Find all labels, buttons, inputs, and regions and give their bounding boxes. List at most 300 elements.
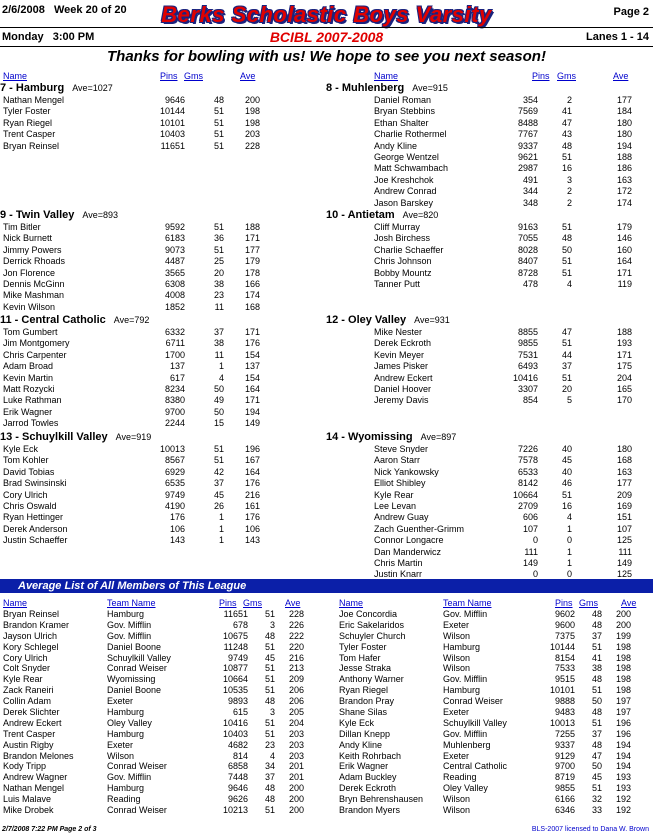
player-name: Nick Burnett [3, 233, 53, 244]
team-name: 14 - Wyomissing [326, 431, 413, 443]
player-name: Zach Guenther-Grimm [374, 523, 465, 534]
avg-col-header-ave-left: Ave [285, 598, 301, 608]
team-block [326, 81, 646, 209]
member-pins: 6858 [227, 761, 248, 772]
player-row [0, 512, 320, 523]
player-pins: 8488 [517, 117, 538, 128]
player-name: Jim Montgomery [3, 338, 70, 349]
average-row [336, 663, 653, 674]
player-average: 163 [616, 174, 632, 185]
team-title [326, 208, 646, 222]
player-name: Kevin Meyer [374, 349, 425, 360]
player-games: 47 [561, 117, 572, 128]
member-games: 23 [264, 739, 275, 750]
member-pins: 8719 [554, 772, 575, 783]
player-average: 143 [244, 535, 260, 546]
player-row [0, 327, 320, 338]
player-average: 228 [244, 140, 260, 151]
player-pins: 2987 [517, 163, 538, 174]
player-games: 37 [561, 361, 572, 372]
member-name: Brandon Kramer [3, 619, 70, 630]
member-team: Reading [107, 794, 141, 805]
member-name: Kody Tripp [3, 761, 47, 772]
member-team: Gov. Mifflin [443, 728, 488, 739]
member-average: 198 [615, 674, 631, 685]
team-title [326, 430, 646, 444]
member-pins: 10664 [222, 674, 248, 685]
member-average: 201 [288, 761, 304, 772]
member-pins: 9600 [554, 619, 575, 630]
player-name: Charlie Schaeffer [374, 244, 444, 255]
team-block [0, 208, 320, 313]
member-team: Gov. Mifflin [107, 630, 152, 641]
player-pins: 6493 [517, 361, 538, 372]
player-row [0, 524, 320, 535]
average-row [0, 707, 326, 718]
player-name: Tim Bitler [3, 222, 41, 232]
member-games: 48 [264, 696, 275, 707]
player-games: 2 [566, 197, 572, 208]
player-average: 177 [244, 244, 260, 255]
member-games: 51 [264, 641, 275, 652]
player-name: Andrew Conrad [374, 186, 437, 197]
player-pins: 9073 [164, 244, 185, 255]
member-name: Bryan Reinsel [3, 609, 60, 619]
member-team: Conrad Weiser [107, 663, 167, 674]
player-pins: 111 [524, 546, 538, 557]
average-row [336, 729, 653, 740]
player-name: Jimmy Powers [3, 244, 62, 255]
member-name: Derek Eckroth [339, 783, 397, 794]
subheader-divider [0, 46, 653, 47]
player-row [326, 175, 646, 186]
member-games: 3 [269, 707, 275, 718]
member-games: 47 [591, 750, 602, 761]
member-team: Reading [443, 772, 477, 783]
player-games: 42 [213, 466, 224, 477]
player-games: 3 [566, 174, 572, 185]
average-row [336, 772, 653, 783]
footer-license: BLS-2007 licensed to Dana W. Brown [531, 826, 649, 833]
average-row [336, 751, 653, 762]
player-name: Chris Oswald [3, 500, 57, 511]
player-average: 149 [616, 557, 632, 568]
player-games: 51 [561, 222, 572, 232]
member-games: 37 [591, 728, 602, 739]
member-name: Brandon Pray [339, 696, 395, 707]
player-games: 1 [566, 523, 572, 534]
player-pins: 6183 [164, 233, 185, 244]
player-row [326, 268, 646, 279]
player-row [326, 512, 646, 523]
member-team: Daniel Boone [107, 641, 162, 652]
player-games: 51 [561, 267, 572, 278]
member-team: Wilson [443, 652, 471, 663]
player-name: Jon Florence [3, 267, 56, 278]
player-name: Matt Schwambach [374, 163, 449, 174]
average-row [0, 674, 326, 685]
player-games: 15 [213, 418, 224, 429]
col-header-ave-right: Ave [613, 71, 629, 81]
player-row [326, 118, 646, 129]
player-row [0, 233, 320, 244]
player-games: 1 [566, 546, 572, 557]
member-games: 41 [591, 652, 602, 663]
player-pins: 2709 [517, 500, 538, 511]
player-row [326, 501, 646, 512]
member-games: 51 [264, 717, 275, 728]
player-pins: 10403 [159, 129, 185, 140]
team-title [0, 208, 320, 222]
player-average: 171 [244, 233, 260, 244]
member-average: 198 [615, 685, 631, 696]
player-row [326, 444, 646, 455]
member-games: 50 [591, 696, 602, 707]
player-average: 171 [244, 327, 260, 337]
player-row [326, 558, 646, 569]
team-average: Ave=915 [412, 83, 448, 93]
player-games: 40 [561, 444, 572, 454]
average-row [336, 794, 653, 805]
player-pins: 4008 [164, 290, 185, 301]
average-row [0, 718, 326, 729]
player-average: 169 [616, 500, 632, 511]
player-name: Nathan Mengel [3, 95, 65, 105]
player-row [0, 256, 320, 267]
player-average: 166 [244, 278, 260, 289]
member-pins: 6166 [554, 794, 575, 805]
player-pins: 478 [522, 278, 538, 289]
team-name: 11 - Central Catholic [0, 314, 106, 326]
member-average: 203 [288, 728, 304, 739]
player-pins: 7767 [517, 129, 538, 140]
player-row [326, 373, 646, 384]
player-name: Bobby Mountz [374, 267, 432, 278]
average-row [336, 718, 653, 729]
player-pins: 491 [522, 174, 538, 185]
player-pins: 10416 [512, 372, 538, 383]
average-row [0, 772, 326, 783]
member-average: 198 [615, 641, 631, 652]
player-games: 41 [561, 106, 572, 117]
avg-col-header-team-left: Team Name [107, 598, 156, 608]
player-name: Jarrod Towles [3, 418, 59, 429]
player-average: 175 [616, 361, 632, 372]
player-row [0, 407, 320, 418]
league-name: BCIBL 2007-2008 [269, 29, 384, 45]
player-row [326, 361, 646, 372]
member-name: Schuyler Church [339, 630, 406, 641]
member-average: 198 [615, 652, 631, 663]
col-header-ave-left: Ave [240, 71, 256, 81]
player-average: 111 [618, 546, 632, 557]
player-row [326, 245, 646, 256]
player-average: 154 [244, 372, 260, 383]
member-pins: 11651 [223, 609, 248, 619]
player-average: 178 [244, 267, 260, 278]
player-name: James Pisker [374, 361, 429, 372]
player-pins: 8234 [164, 383, 185, 394]
member-average: 206 [288, 685, 304, 696]
player-average: 176 [244, 512, 260, 523]
player-row [0, 302, 320, 313]
member-games: 51 [264, 609, 275, 619]
report-title: Berks Scholastic Boys Varsity [161, 2, 492, 27]
player-name: Cory Ulrich [3, 489, 48, 500]
player-average: 209 [616, 489, 632, 500]
player-average: 180 [616, 117, 632, 128]
player-name: Ethan Shalter [374, 117, 429, 128]
player-pins: 4487 [164, 256, 185, 267]
player-row [326, 478, 646, 489]
member-team: Wilson [443, 805, 471, 816]
team-title [0, 430, 320, 444]
player-row [0, 279, 320, 290]
player-pins: 6332 [164, 327, 185, 337]
member-team: Exeter [107, 696, 134, 707]
team-name: 13 - Schuylkill Valley [0, 431, 108, 443]
member-average: 203 [288, 750, 304, 761]
avg-col-header-pins-right: Pins [555, 598, 573, 608]
player-pins: 9646 [164, 95, 185, 105]
player-name: Justin Knarr [374, 569, 423, 580]
member-name: Keith Rohrbach [339, 750, 402, 761]
member-name: Tom Hafer [339, 652, 381, 663]
member-pins: 9626 [227, 794, 248, 805]
member-pins: 9602 [554, 609, 575, 619]
member-pins: 9893 [227, 696, 248, 707]
player-row [0, 384, 320, 395]
average-row [336, 740, 653, 751]
player-games: 51 [213, 140, 224, 151]
member-name: Joe Concordia [339, 609, 398, 619]
player-name: Lee Levan [374, 500, 417, 511]
player-average: 203 [244, 129, 260, 140]
player-average: 119 [617, 278, 632, 289]
player-row [326, 395, 646, 406]
player-name: George Wentzel [374, 151, 439, 162]
team-name: 7 - Hamburg [0, 82, 65, 94]
member-games: 51 [591, 717, 602, 728]
player-games: 44 [561, 349, 572, 360]
player-row [0, 361, 320, 372]
player-pins: 354 [522, 95, 538, 105]
member-average: 201 [288, 772, 304, 783]
player-name: Josh Birchess [374, 233, 431, 244]
average-row [336, 685, 653, 696]
average-row [0, 685, 326, 696]
member-name: Ryan Riegel [339, 685, 389, 696]
player-name: Adam Broad [3, 361, 54, 372]
average-row [336, 761, 653, 772]
player-games: 38 [213, 278, 224, 289]
average-row [0, 631, 326, 642]
member-team: Gov. Mifflin [443, 609, 488, 619]
player-name: Jeremy Davis [374, 395, 429, 406]
player-games: 4 [218, 372, 224, 383]
average-row [0, 642, 326, 653]
team-name: 9 - Twin Valley [0, 209, 75, 221]
average-row [0, 696, 326, 707]
player-average: 151 [616, 512, 632, 523]
member-average: 199 [615, 630, 631, 641]
player-games: 51 [213, 129, 224, 140]
player-row [0, 350, 320, 361]
player-pins: 9592 [164, 222, 185, 232]
team-average: Ave=1027 [72, 83, 113, 93]
player-row [0, 478, 320, 489]
player-row [0, 245, 320, 256]
player-games: 51 [213, 106, 224, 117]
player-pins: 8028 [517, 244, 538, 255]
team-average: Ave=919 [115, 432, 152, 442]
member-games: 48 [264, 783, 275, 794]
average-row [0, 794, 326, 805]
player-row [326, 141, 646, 152]
player-name: Nick Yankowsky [374, 466, 439, 477]
player-name: Derrick Rhoads [3, 256, 66, 267]
average-row [336, 805, 653, 816]
member-name: Trent Casper [3, 728, 56, 739]
player-games: 5 [566, 395, 572, 406]
player-games: 49 [213, 395, 224, 406]
player-name: Bryan Stebbins [374, 106, 436, 117]
player-row [0, 418, 320, 429]
lanes-label: Lanes 1 - 14 [586, 31, 649, 43]
member-average: 206 [288, 696, 304, 707]
player-average: 172 [616, 186, 632, 197]
member-name: Kyle Rear [3, 674, 43, 685]
average-row [0, 761, 326, 772]
player-average: 170 [616, 395, 632, 406]
player-games: 51 [561, 256, 572, 267]
player-name: Andy Kline [374, 140, 418, 151]
player-pins: 11651 [160, 140, 185, 151]
member-average: 198 [615, 663, 631, 674]
player-average: 106 [244, 523, 260, 534]
player-pins: 137 [169, 361, 185, 372]
avg-col-header-team-right: Team Name [443, 598, 492, 608]
member-average: 194 [615, 739, 631, 750]
player-average: 174 [244, 290, 260, 301]
player-pins: 617 [169, 372, 185, 383]
member-name: Jayson Ulrich [3, 630, 58, 641]
player-row [326, 467, 646, 478]
member-average: 200 [615, 609, 631, 619]
member-team: Hamburg [107, 609, 145, 619]
player-pins: 2244 [164, 418, 185, 429]
member-average: 220 [288, 641, 304, 652]
player-games: 0 [566, 569, 572, 580]
member-team: Schuylkill Valley [107, 652, 171, 663]
player-row [326, 384, 646, 395]
player-average: 107 [616, 523, 632, 534]
member-name: Kory Schlegel [3, 641, 59, 652]
player-row [326, 106, 646, 117]
member-games: 48 [591, 674, 602, 685]
player-name: Kyle Eck [3, 444, 39, 454]
player-games: 37 [213, 327, 224, 337]
player-average: 216 [244, 489, 260, 500]
member-team: Hamburg [107, 783, 145, 794]
col-header-pins-right: Pins [532, 71, 550, 81]
member-games: 3 [269, 619, 275, 630]
member-pins: 9855 [554, 783, 575, 794]
average-row [336, 653, 653, 664]
member-pins: 9129 [554, 750, 575, 761]
team-block [0, 81, 320, 152]
member-team: Hamburg [443, 685, 481, 696]
player-name: Trent Casper [3, 129, 56, 140]
player-games: 40 [561, 466, 572, 477]
member-team: Exeter [443, 707, 470, 718]
player-pins: 854 [522, 395, 538, 406]
member-games: 48 [591, 739, 602, 750]
avg-col-header-gms-right: Gms [579, 598, 598, 608]
player-row [0, 535, 320, 546]
member-name: Shane Silas [339, 707, 388, 718]
player-games: 2 [566, 186, 572, 197]
player-pins: 10101 [159, 117, 185, 128]
member-pins: 9337 [554, 739, 575, 750]
member-pins: 11248 [223, 641, 248, 652]
team-average: Ave=792 [113, 315, 150, 325]
average-row [336, 707, 653, 718]
member-average: 192 [615, 805, 631, 816]
player-average: 167 [244, 455, 260, 466]
member-pins: 9483 [554, 707, 575, 718]
player-games: 48 [561, 233, 572, 244]
player-pins: 606 [522, 512, 538, 523]
member-name: Collin Adam [3, 696, 52, 707]
player-row [0, 118, 320, 129]
member-name: Andy Kline [339, 739, 383, 750]
average-row [336, 696, 653, 707]
member-name: Cory Ulrich [3, 652, 48, 663]
member-team: Hamburg [107, 707, 145, 718]
player-name: Charlie Rothermel [374, 129, 447, 140]
player-pins: 8728 [517, 267, 538, 278]
member-average: 197 [615, 707, 631, 718]
player-average: 168 [244, 301, 260, 312]
player-average: 125 [616, 535, 632, 546]
player-row [326, 455, 646, 466]
member-name: Brandon Melones [3, 750, 74, 761]
player-pins: 0 [532, 569, 538, 580]
player-row [326, 95, 646, 106]
player-row [326, 129, 646, 140]
member-games: 50 [591, 761, 602, 772]
average-row [0, 729, 326, 740]
member-pins: 10144 [549, 641, 575, 652]
average-row [336, 674, 653, 685]
player-row [0, 338, 320, 349]
player-games: 47 [561, 327, 572, 337]
player-row [0, 222, 320, 233]
player-pins: 143 [169, 535, 185, 546]
player-row [0, 444, 320, 455]
member-team: Wilson [443, 663, 471, 674]
team-average: Ave=931 [414, 315, 450, 325]
member-pins: 814 [232, 750, 248, 761]
member-team: Oley Valley [443, 783, 488, 794]
player-games: 23 [213, 290, 224, 301]
player-average: 188 [616, 151, 632, 162]
member-pins: 9888 [554, 696, 575, 707]
player-average: 179 [616, 222, 632, 232]
member-name: Tyler Foster [339, 641, 387, 652]
player-games: 1 [218, 523, 224, 534]
